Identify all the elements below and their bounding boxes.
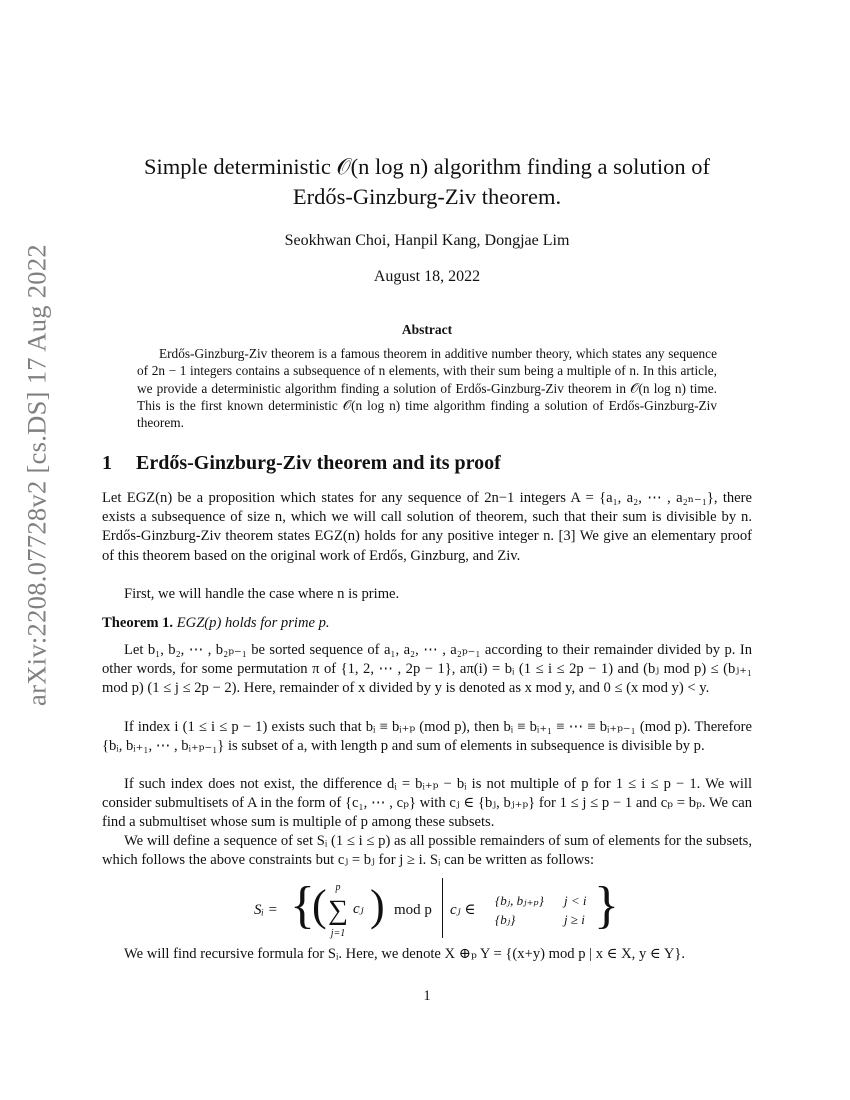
eq-case2-set: {bⱼ}: [495, 912, 516, 927]
section-title: Erdős-Ginzburg-Ziv theorem and its proof: [136, 452, 501, 474]
eq-condition: cⱼ ∈: [450, 902, 476, 918]
date: August 18, 2022: [373, 268, 481, 285]
theorem-label: Theorem 1.: [102, 615, 174, 631]
title-line-2: Erdős-Ginzburg-Ziv theorem.: [292, 184, 562, 209]
section-heading: [102, 452, 501, 475]
paper-title: [102, 152, 752, 212]
paragraph-3: Let b₁, b₂, ⋯ , b₂ₚ₋₁ be sorted sequence of a₁, a₂, ⋯ , a₂ₚ₋₁ according to their remainder divided by p. In other words, for some permutation π of {1, 2, ⋯ , 2p − 1}, aπ(i) = bᵢ (1 ≤ i ≤ 2p − 1) and (bⱼ mod p) ≤ (bⱼ₊₁ mod p) (1 ≤ j ≤ 2p − 2). Here, remainder of x divided by y is denoted as x mod y, and 0 ≤ (x mod y) < y.: [102, 642, 752, 697]
paragraph-1: Let EGZ(n) be a proposition which states for any sequence of 2n−1 integers A = {a₁, a₂, ⋯ , a₂ₙ₋₁}, there exists a subsequence of size n, which we will call solution of theorem, such that their sum is divisible by n. Erdős-Ginzburg-Ziv theorem states EGZ(n) holds for any positive integer n. [3] We give an elementary proof of this theorem based on the original work of Erdős, Ginzburg, and Ziv.: [102, 490, 752, 564]
eq-sigma: ∑: [328, 895, 348, 926]
eq-case2-cond: j ≥ i: [564, 912, 585, 927]
eq-mod: mod p: [394, 902, 432, 918]
paragraph-7: We will find recursive formula for Sᵢ. Here, we denote X ⊕ₚ Y = {(x+y) mod p | x ∈ X, y ∈ Y}.: [124, 946, 686, 962]
arxiv-identifier: arXiv:2208.07728v2 [cs.DS] 17 Aug 2022: [21, 244, 52, 706]
paragraph-5: If such index does not exist, the difference dᵢ = bᵢ₊ₚ − bᵢ is not multiple of p for 1 ≤ i ≤ p − 1. We will consider submultisets of A in the form of {c₁, ⋯ , cₚ} with cⱼ ∈ {bⱼ, bⱼ₊ₚ} for 1 ≤ j ≤ p − 1 and cₚ = bₚ. We can find a submultiset whose sum is multiple of p among these subsets.: [102, 776, 752, 831]
eq-case1-cond: j < i: [564, 893, 587, 908]
theorem-statement: EGZ(p) holds for prime p.: [176, 615, 330, 631]
eq-sum-lower: j=1: [330, 928, 346, 939]
abstract-heading: Abstract: [401, 322, 453, 337]
theorem-1: [102, 614, 752, 633]
eq-right-paren: ): [370, 881, 385, 930]
eq-summand: cⱼ: [353, 901, 364, 917]
eq-sum-upper: p: [335, 882, 341, 893]
eq-left-brace: {: [290, 877, 315, 934]
eq-left-paren: (: [312, 881, 327, 930]
abstract-body: Erdős-Ginzburg-Ziv theorem is a famous theorem in additive number theory, which states any sequence of 2n − 1 integers contains a subsequence of n elements, with their sum being a multiple of n. In this article, we provide a deterministic algorithm finding a solution of Erdős-Ginzburg-Ziv theorem in 𝒪(n log n) time. This is the first known deterministic 𝒪(n log n) time algorithm finding a solution of Erdős-Ginzburg-Ziv theorem.: [137, 346, 717, 431]
eq-lhs: Sᵢ =: [254, 902, 278, 918]
paragraph-6: We will define a sequence of set Sᵢ (1 ≤ i ≤ p) as all possible remainders of sum of elements for the subsets, which follows the above constraints but cⱼ = bⱼ for j ≥ i. Sᵢ can be written as follows:: [102, 833, 752, 869]
paragraph-2: First, we will handle the case where n is prime.: [124, 586, 400, 602]
display-equation: [252, 872, 619, 944]
arxiv-sidebar: [12, 244, 62, 706]
eq-case1-set: {bⱼ, bⱼ₊ₚ}: [495, 893, 544, 908]
paragraph-4: If index i (1 ≤ i ≤ p − 1) exists such that bᵢ ≡ bᵢ₊ₚ (mod p), then bᵢ ≡ bᵢ₊₁ ≡ ⋯ ≡ bᵢ₊ₚ₋₁ (mod p). Therefore {bᵢ, bᵢ₊₁, ⋯ , bᵢ₊ₚ₋₁} is subset of a, with length p and sum of elements in subsequence is divisible by p.: [102, 719, 752, 755]
authors: Seokhwan Choi, Hanpil Kang, Dongjae Lim: [284, 232, 570, 249]
section-number: 1: [102, 452, 112, 474]
eq-right-brace: }: [594, 877, 619, 934]
title-line-1: Simple deterministic 𝒪(n log n) algorithm finding a solution of: [144, 154, 710, 179]
eq-vertical-bar: [442, 878, 443, 938]
page-number: 1: [423, 988, 431, 1004]
